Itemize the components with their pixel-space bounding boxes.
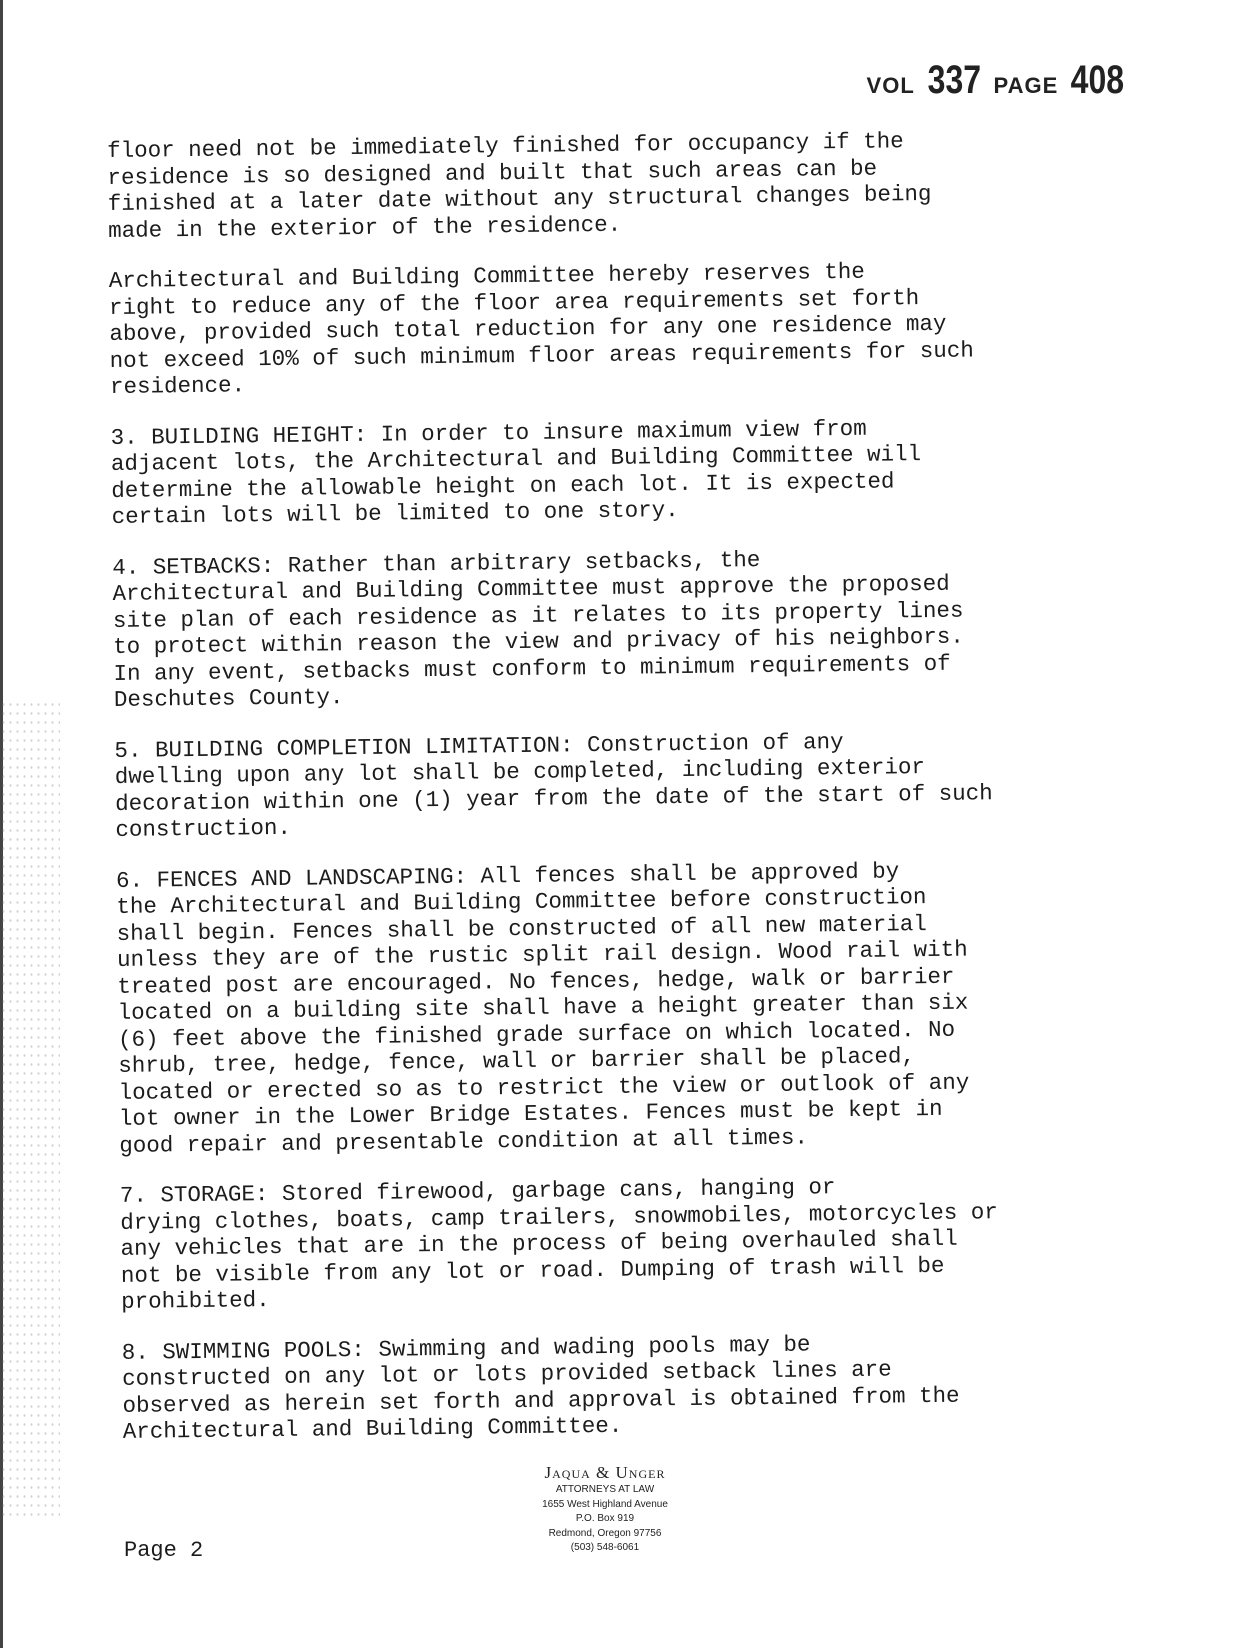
paragraph-setbacks: 4. SETBACKS: Rather than arbitrary setbacks, the Architectural and Building Committee must approve the proposed site plan of each residence as it relates to its property lines to protect within reason the view and privacy of his neighbors. In any event, setbacks must conform to minimum requirements of Deschutes County. <box>112 546 964 713</box>
firm-line: ATTORNEYS AT LAW <box>555 1484 655 1495</box>
scan-speckle-noise <box>0 700 60 1520</box>
paragraph-fences-landscaping: 6. FENCES AND LANDSCAPING: All fences shall be approved by the Architectural and Building Committee before construction shall begin. Fences shall be constructed of all new material unless they are of the rustic split rail design. Wood rail with treated post are encouraged. No fences, hedge, walk or barrier located on a building site shall have a height greater than six (6) feet above the finished grade surface on which located. No shrub, tree, hedge, fence, wall or barrier shall be placed, located or erected so as to restrict the view or outlook of any lot owner in the Lower Bridge Estates. Fences must be kept in good repair and presentable condition at all times. <box>115 857 970 1159</box>
stamp-vol-number: 337 <box>927 58 981 102</box>
firm-line: (503) 548-6061 <box>570 1542 640 1553</box>
paragraph-building-height: 3. BUILDING HEIGHT: In order to insure maximum view from adjacent lots, the Architectural and Building Committee will determine the allowable height on each lot. It is expected certain lots will be limited to one story. <box>110 415 922 530</box>
stamp-vol-label: VOL <box>866 73 915 98</box>
law-firm-letterhead <box>490 1463 720 1556</box>
paragraph-swimming-pools: 8. SWIMMING POOLS: Swimming and wading pools may be constructed on any lot or lots provided setback lines are observed as herein set forth and approval is obtained from the Architectural and Building Committee. <box>121 1330 960 1445</box>
recording-stamp <box>867 58 1131 103</box>
firm-name: Jaqua & Unger <box>544 1463 666 1482</box>
paragraph-floor-area-reduction: Architectural and Building Committee hereby reserves the right to reduce any of the floor area requirements set forth above, provided such total reduction for any one residence may not exceed 10% of such minimum floor areas requirements for such residence. <box>108 258 974 400</box>
stamp-page-number: 408 <box>1070 58 1125 102</box>
page-number: Page 2 <box>124 1538 204 1563</box>
stamp-page-label: PAGE <box>993 73 1059 98</box>
paragraph-continuation: floor need not be immediately finished for occupancy if the residence is so designed and built that such areas can be finished at a later date without any structural changes being made in the exterior of the residence. <box>107 128 932 244</box>
firm-line: Redmond, Oregon 97756 <box>548 1527 662 1539</box>
paragraph-building-completion: 5. BUILDING COMPLETION LIMITATION: Construction of any dwelling upon any lot shall be completed, including exterior decoration within one (1) year from the date of the start of such construction. <box>114 728 993 843</box>
document-body <box>107 126 1133 1470</box>
firm-line: 1655 West Highland Avenue <box>542 1498 668 1510</box>
paragraph-storage: 7. STORAGE: Stored firewood, garbage cans, hanging or drying clothes, boats, camp trailers, snowmobiles, motorcycles or any vehicles that are in the process of being overhauled shall not be visible from any lot or road. Dumping of trash will be prohibited. <box>119 1174 998 1315</box>
firm-line: P.O. Box 919 <box>575 1513 635 1524</box>
